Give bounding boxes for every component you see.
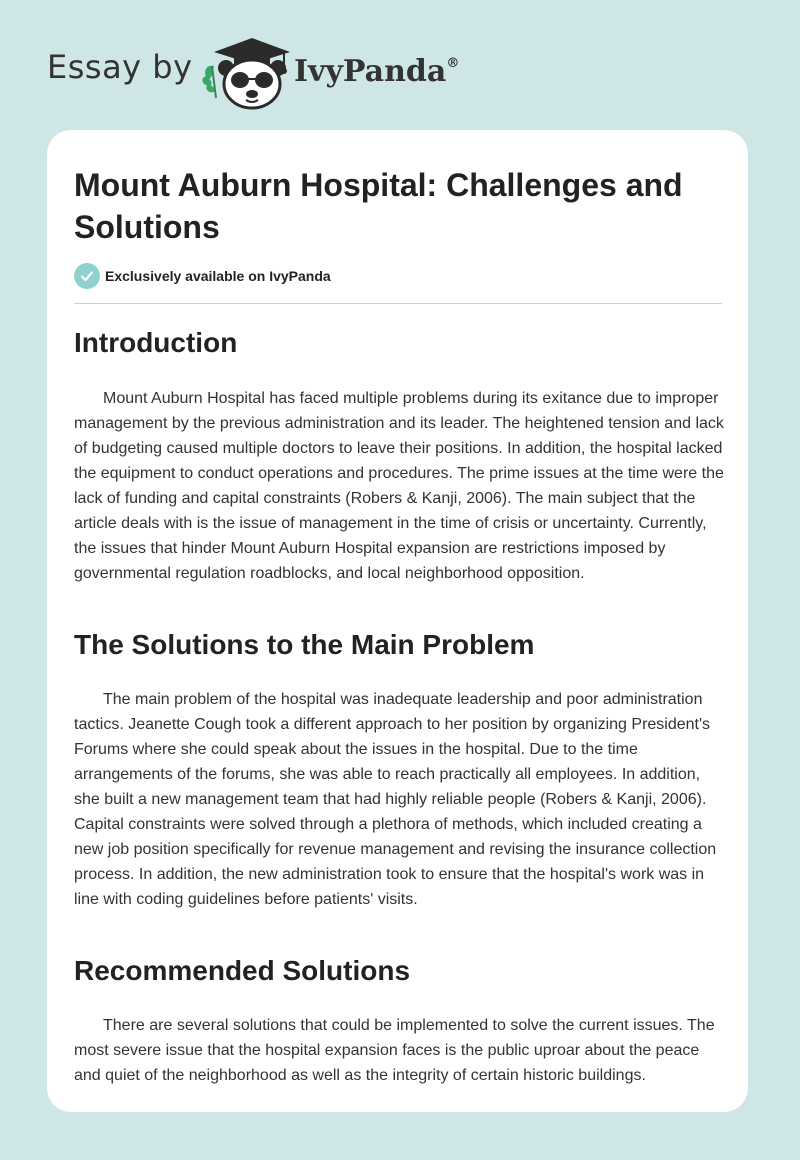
check-icon xyxy=(74,263,100,289)
site-header xyxy=(0,0,800,130)
exclusive-badge xyxy=(74,263,331,289)
essay-by-label: Essay by xyxy=(47,48,193,86)
article-card xyxy=(47,130,748,1112)
section-heading-solutions: The Solutions to the Main Problem xyxy=(74,629,535,660)
divider xyxy=(74,303,722,304)
panda-logo-icon[interactable] xyxy=(200,36,292,110)
exclusive-label: Exclusively available on IvyPanda xyxy=(105,268,331,284)
brand-name[interactable] xyxy=(294,54,459,89)
registered-mark: ® xyxy=(446,56,460,71)
section-body-recommended: There are several solutions that could be implemented to solve the current issues. The most severe issue that the hospital expansion faces is the public uproar about the peace and quiet of the neighborhood as well as the integrity of certain historic buildings. xyxy=(74,1017,715,1084)
article-title: Mount Auburn Hospital: Challenges and Solutions xyxy=(74,167,683,245)
brand-text: IvyPanda xyxy=(294,54,447,89)
section-body-introduction: Mount Auburn Hospital has faced multiple problems during its exitance due to improper management by the previous administration and its leader. The heightened tension and lack of budgeting caused multiple doctors to leave their positions. In addition, the hospital lacked the equipment to conduct operations and procedures. The prime issues at the time were the lack of funding and capital constraints (Robers & Kanji, 2006). The main subject that the article deals with is the issue of management in the time of crisis or uncertainty. Currently, the issues that hinder Mount Auburn Hospital expansion are restrictions imposed by governmental regulation roadblocks, and local neighborhood opposition. xyxy=(74,390,724,582)
section-body-solutions: The main problem of the hospital was inadequate leadership and poor administration tactics. Jeanette Cough took a different approach to her position by organizing President's Forums where she could speak about the issues in the hospital. Due to the time arrangements of the forums, she was able to reach practically all employees. In addition, she built a new management team that had highly reliable people (Robers & Kanji, 2006). Capital constraints were solved through a plethora of methods, which included creating a new job position specifically for revenue management and revising the insurance collection process. In addition, the new administration took to ensure that the hospital's work was in line with coding guidelines before patients' visits. xyxy=(74,691,717,908)
section-heading-recommended: Recommended Solutions xyxy=(74,955,411,986)
section-heading-introduction: Introduction xyxy=(74,327,238,358)
